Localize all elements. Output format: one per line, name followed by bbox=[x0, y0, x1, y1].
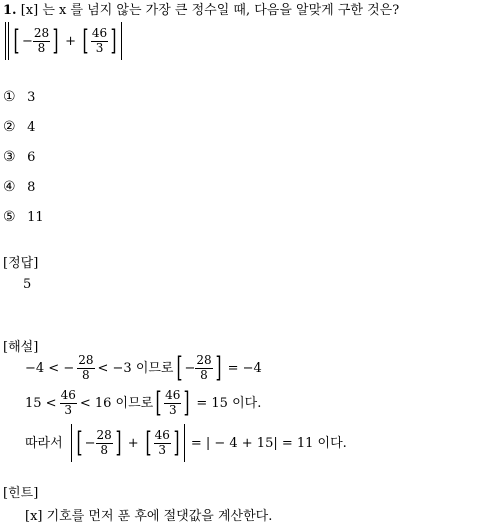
plus-sign: + bbox=[127, 435, 139, 451]
fraction-46-3 bbox=[154, 429, 171, 456]
choice-mark: ② bbox=[3, 119, 16, 135]
fraction-den: 3 bbox=[164, 403, 181, 417]
fraction-den: 8 bbox=[33, 41, 50, 55]
floor-bracket-close-2: ] bbox=[173, 426, 180, 459]
fraction-28-8 bbox=[195, 354, 212, 381]
expl-text: = 15 이다. bbox=[196, 395, 262, 411]
neg-sign: − bbox=[21, 33, 33, 49]
abs-bar-left bbox=[5, 22, 6, 60]
fraction-den: 3 bbox=[91, 41, 108, 55]
abs-bar-left bbox=[71, 424, 72, 462]
choice-mark: ⑤ bbox=[3, 209, 16, 225]
fraction-num: 46 bbox=[91, 26, 108, 41]
fraction-den: 8 bbox=[195, 368, 212, 382]
hint-label: [힌트] bbox=[3, 486, 39, 501]
floor-bracket-open: [ bbox=[175, 351, 182, 384]
floor-bracket-close: ] bbox=[215, 351, 222, 384]
fraction-den: 8 bbox=[96, 443, 113, 457]
neg-sign: − bbox=[184, 360, 196, 376]
answer-value: 5 bbox=[23, 277, 32, 292]
expl-text: = | − 4 + 15| = 11 이다. bbox=[190, 435, 347, 451]
question-text bbox=[3, 4, 399, 17]
explanation-line-3 bbox=[25, 424, 347, 462]
floor-bracket-close: ] bbox=[183, 386, 190, 419]
explanation-line-2 bbox=[25, 386, 262, 419]
expl-text: −4 < − bbox=[25, 360, 75, 376]
floor-bracket-close: ] bbox=[115, 426, 122, 459]
choice-2[interactable] bbox=[3, 120, 35, 134]
fraction-den: 3 bbox=[154, 443, 171, 457]
fraction-num: 28 bbox=[196, 353, 212, 368]
fraction-den: 3 bbox=[60, 403, 77, 417]
choice-value: 11 bbox=[27, 210, 44, 225]
floor-bracket-open: [ bbox=[13, 24, 20, 57]
choice-4[interactable] bbox=[3, 180, 35, 194]
abs-bar-right bbox=[184, 424, 185, 462]
expl-text: < 16 이므로 bbox=[79, 395, 154, 411]
floor-bracket-open: [ bbox=[76, 426, 83, 459]
neg-sign: − bbox=[84, 435, 96, 451]
plus-sign: + bbox=[65, 33, 76, 49]
fraction-46-3 bbox=[91, 27, 108, 54]
fraction-num: 46 bbox=[60, 388, 76, 403]
choice-value: 8 bbox=[27, 180, 36, 195]
choice-5[interactable] bbox=[3, 210, 44, 224]
fraction-num: 28 bbox=[96, 428, 112, 443]
explanation-label: [해설] bbox=[3, 340, 39, 355]
fraction-46-3 bbox=[60, 389, 77, 416]
floor-bracket-close-2: ] bbox=[110, 24, 117, 57]
choice-value: 4 bbox=[27, 120, 36, 135]
explanation-line-1 bbox=[25, 351, 262, 384]
floor-bracket-open-2: [ bbox=[82, 24, 89, 57]
choice-mark: ① bbox=[3, 89, 16, 105]
question-expression bbox=[3, 22, 124, 60]
expl-text: 따라서 bbox=[25, 435, 63, 451]
fraction-den: 8 bbox=[77, 368, 94, 382]
fraction-28-8 bbox=[77, 354, 94, 381]
hint-text: [x] 기호를 먼저 푼 후에 절댓값을 계산한다. bbox=[25, 509, 273, 524]
answer-label: [정답] bbox=[3, 256, 39, 271]
fraction-28-8 bbox=[96, 429, 113, 456]
expl-text: < −3 이므로 bbox=[97, 360, 174, 376]
question-body: [x] 는 x 를 넘지 않는 가장 큰 정수일 때, 다음을 알맞게 구한 것은? bbox=[20, 3, 400, 18]
choice-value: 6 bbox=[27, 150, 36, 165]
choice-mark: ③ bbox=[3, 149, 16, 165]
fraction-46-3 bbox=[164, 389, 181, 416]
fraction-num: 46 bbox=[165, 388, 181, 403]
fraction-28-8 bbox=[33, 27, 50, 54]
expl-text: = −4 bbox=[227, 360, 262, 376]
floor-bracket-close: ] bbox=[52, 24, 59, 57]
floor-bracket-open: [ bbox=[155, 386, 162, 419]
abs-bar-right bbox=[121, 22, 122, 60]
fraction-num: 28 bbox=[33, 26, 50, 41]
question-number: 1. bbox=[3, 3, 17, 18]
expl-text: 15 < bbox=[25, 395, 57, 411]
choice-3[interactable] bbox=[3, 150, 35, 164]
choice-value: 3 bbox=[27, 90, 36, 105]
floor-bracket-open-2: [ bbox=[145, 426, 152, 459]
fraction-num: 46 bbox=[154, 428, 170, 443]
choice-mark: ④ bbox=[3, 179, 16, 195]
choice-1[interactable] bbox=[3, 90, 35, 104]
fraction-num: 28 bbox=[78, 353, 94, 368]
abs-bar-left-2 bbox=[8, 22, 9, 60]
